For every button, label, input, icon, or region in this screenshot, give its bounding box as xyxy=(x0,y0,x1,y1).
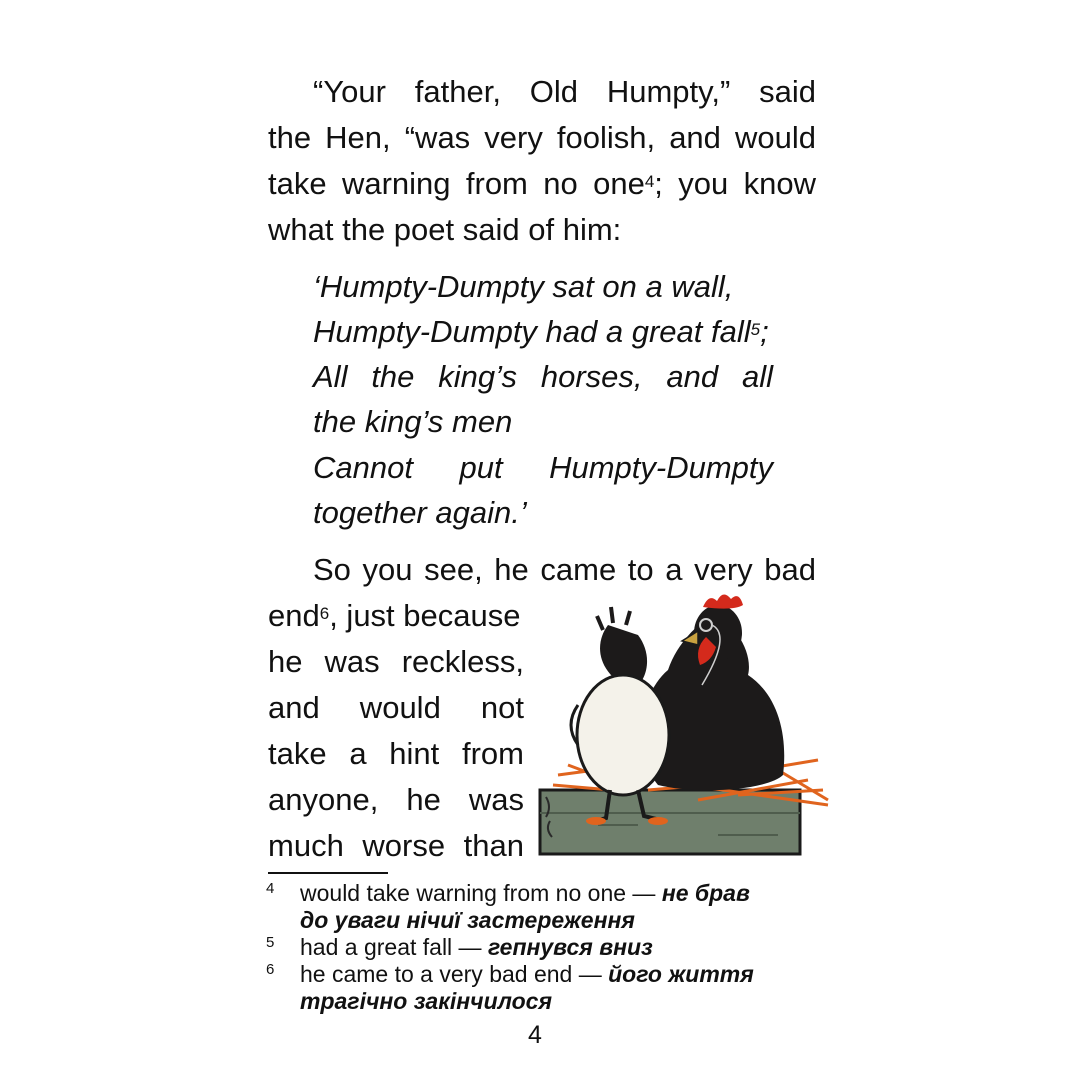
footnote-ref-4: 4 xyxy=(644,172,655,191)
page-number: 4 xyxy=(528,1021,542,1049)
footnote-6 xyxy=(266,961,754,988)
footnote-number: 5 xyxy=(266,934,275,951)
footnote-number: 4 xyxy=(266,880,275,897)
footnote-translation: не брав xyxy=(661,880,750,906)
footnote-6-continuation xyxy=(300,988,552,1015)
poem-line2-text: Humpty-Dumpty had a great fall xyxy=(313,314,751,349)
paragraph1-line2: the Hen, “was very foolish, and would xyxy=(268,120,816,155)
footnote-translation-continued: до уваги нічиї застереження xyxy=(300,907,635,933)
footnote-translation-continued: трагічно закінчилося xyxy=(300,988,553,1014)
poem-line6: together again.’ xyxy=(313,495,527,530)
footnote-translation: його життя xyxy=(608,961,754,987)
footnote-ref-6: 6 xyxy=(319,604,330,623)
paragraph2-line3: he was reckless, xyxy=(268,644,524,679)
footnote-5 xyxy=(266,934,653,961)
poem-line4: the king’s men xyxy=(313,404,513,439)
paragraph2-line1: So you see, he came to a very bad xyxy=(313,552,816,587)
paragraph2-line4: and would not xyxy=(268,690,524,725)
footnote-number: 6 xyxy=(266,961,275,978)
paragraph1-line3-text: take warning from no one xyxy=(268,166,645,201)
footnote-ref-5: 5 xyxy=(750,320,761,339)
hen-and-humpty-illustration xyxy=(538,585,838,860)
paragraph2-line2-suffix: , just because xyxy=(329,598,521,633)
paragraph1-line4: what the poet said of him: xyxy=(268,212,622,247)
paragraph2-line2 xyxy=(268,593,524,639)
paragraph1-line3-suffix: ; you know xyxy=(654,166,816,201)
poem-line1: ‘Humpty-Dumpty sat on a wall, xyxy=(313,269,734,304)
paragraph1-line1: “Your father, Old Humpty,” said xyxy=(313,74,816,109)
poem-line2-suffix: ; xyxy=(760,314,769,349)
footnote-4-continuation xyxy=(300,907,635,934)
footnote-divider xyxy=(268,872,388,874)
paragraph2-line6: anyone, he was xyxy=(268,782,524,817)
poem-line5: Cannot put Humpty-Dumpty xyxy=(313,450,773,485)
poem-line2 xyxy=(313,309,773,355)
paragraph2-line2-prefix: end xyxy=(268,598,320,633)
paragraph2-line7: much worse than xyxy=(268,828,524,863)
wall-illustration xyxy=(540,790,800,854)
footnote-4 xyxy=(266,880,750,907)
footnote-english: would take warning from no one — xyxy=(300,880,662,906)
footnote-english: he came to a very bad end — xyxy=(300,961,609,987)
footnote-english: had a great fall — xyxy=(300,934,488,960)
paragraph1-line3 xyxy=(268,161,816,207)
poem-line3: All the king’s horses, and all xyxy=(313,359,773,394)
paragraph2-line5: take a hint from xyxy=(268,736,524,771)
footnote-translation: гепнувся вниз xyxy=(487,934,653,960)
